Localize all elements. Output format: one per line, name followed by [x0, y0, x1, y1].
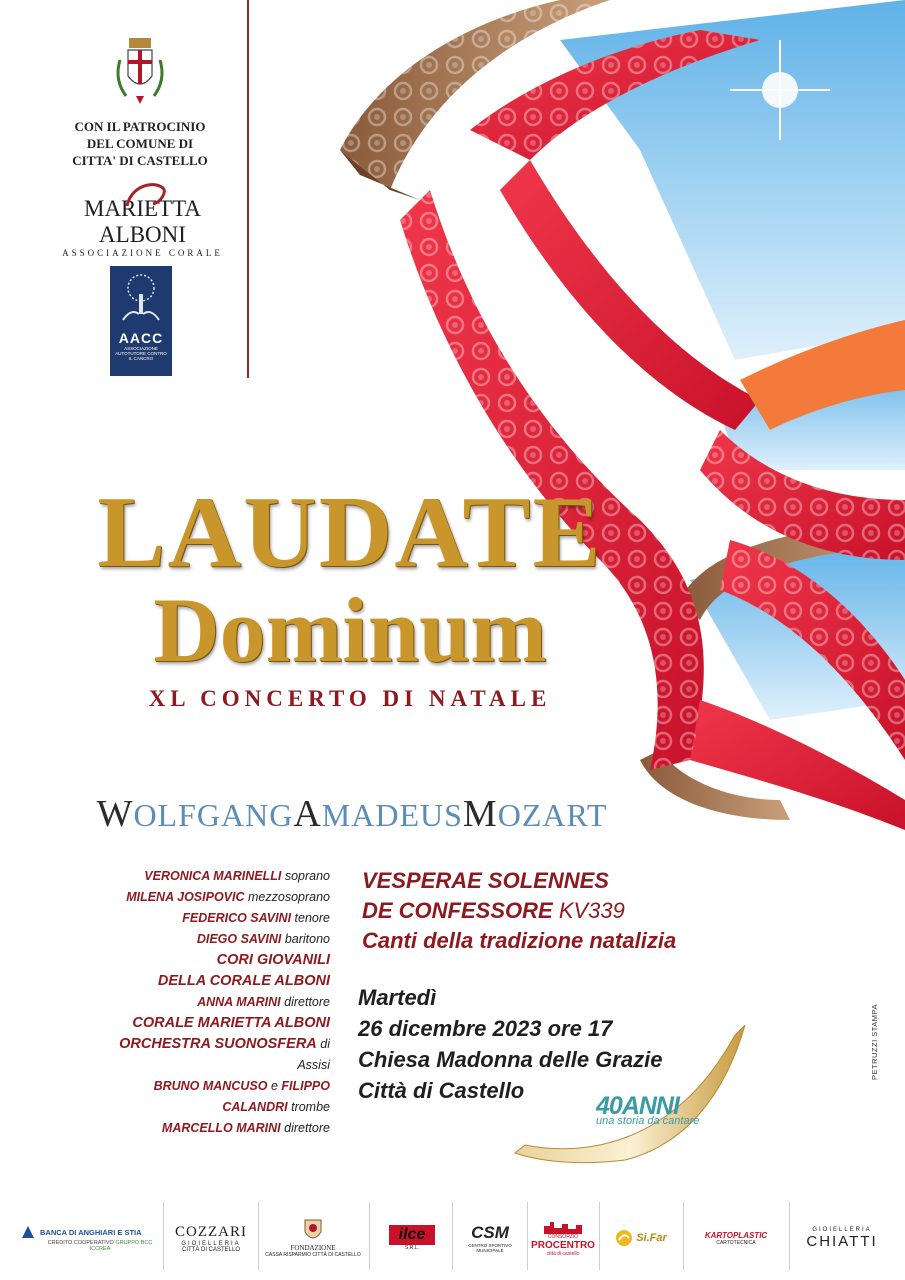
cozzari-name: COZZARI: [175, 1223, 247, 1240]
event-city: Città di Castello: [358, 1078, 525, 1103]
composer-part-4: MADEUS: [321, 797, 463, 833]
event-day: Martedì: [358, 985, 437, 1010]
performer-row: [100, 1076, 330, 1118]
sponsor-procentro: [530, 1208, 596, 1268]
composer-part-6: OZART: [497, 797, 608, 833]
bank-name: BANCA DI ANGHIARI E STIA: [40, 1227, 142, 1237]
ilce-name: ilce: [389, 1225, 436, 1245]
csm-subtitle: CENTRO SPORTIVO MUNICIPALE: [468, 1243, 512, 1253]
patronage-line-2: DEL COMUNE DI: [86, 136, 194, 151]
cozzari-city: CITTÀ DI CASTELLO: [181, 1246, 240, 1253]
fondazione-name: FONDAZIONE: [290, 1244, 336, 1252]
performer-row: [100, 950, 330, 971]
performer-row: [100, 887, 330, 908]
bank-group: GRUPPO BCC ICCREA: [89, 1240, 153, 1252]
procentro-skyline-icon: [542, 1220, 584, 1234]
performer-name: ORCHESTRA SUONOSFERA: [119, 1036, 317, 1052]
concert-subtitle: XL CONCERTO DI NATALE: [148, 686, 552, 711]
performer-role: direttore: [284, 1121, 330, 1135]
performer-name: DIEGO SAVINI: [196, 932, 282, 946]
performer-role: direttore: [284, 995, 330, 1009]
bank-logo-icon: [20, 1224, 36, 1240]
sponsor-divider: [599, 1202, 600, 1270]
sponsor-kartoplastic: [686, 1208, 786, 1268]
title-laudate: LAUDATE: [97, 476, 603, 589]
anniversary-word: ANNI: [621, 1092, 679, 1120]
performer-row: [100, 1118, 330, 1139]
performer-role: tenore: [294, 911, 330, 925]
sponsor-divider: [683, 1202, 684, 1270]
chiatti-name: CHIATTI: [806, 1232, 878, 1250]
composer-name: [72, 792, 632, 836]
patronage-line-3: CITTA' DI CASTELLO: [72, 153, 208, 168]
performer-role: soprano: [284, 869, 330, 883]
performer-name: BRUNO MANCUSO: [153, 1079, 268, 1093]
sponsor-divider: [527, 1202, 528, 1270]
performers-list: [100, 866, 330, 1139]
sponsor-divider: [163, 1202, 164, 1270]
alboni-subtitle: ASSOCIAZIONE CORALE: [62, 248, 223, 258]
performer-row: [100, 971, 330, 992]
performer-row: [100, 929, 330, 950]
procentro-subtitle: città di castello: [546, 1250, 580, 1257]
sponsor-divider: [258, 1202, 259, 1270]
work-catalog: KV339: [558, 898, 625, 923]
sifar-logo-icon: [615, 1229, 633, 1247]
work-line-2: [362, 896, 822, 926]
event-venue: Chiesa Madonna delle Grazie: [358, 1047, 663, 1072]
alboni-swash-icon: [123, 180, 169, 210]
cozzari-subtitle: GIOIELLERIA: [181, 1240, 241, 1247]
performer-row: [100, 1034, 330, 1076]
kartoplastic-subtitle: CARTOTECNICA: [716, 1239, 756, 1246]
sponsor-divider: [789, 1202, 790, 1270]
aacc-subtitle: ASSOCIAZIONE AUTOTUTORE CONTRO IL CANCRO: [115, 346, 167, 361]
sponsor-divider: [452, 1202, 453, 1270]
tree-hands-icon: [119, 272, 163, 328]
ilce-subtitle: S.R.L.: [405, 1245, 419, 1251]
program-works: [362, 866, 822, 956]
aacc-logo: [110, 266, 172, 376]
performer-name: FILIPPO CALANDRI: [222, 1079, 330, 1114]
sifar-name: Si.Far: [636, 1232, 667, 1244]
anniversary-tagline: una storia da cantare: [596, 1115, 700, 1127]
marietta-alboni-logo: [55, 180, 230, 258]
anniversary-number: 40: [596, 1092, 622, 1120]
work-line-3: Canti della tradizione natalizia: [362, 928, 677, 953]
performer-role: e: [270, 1079, 278, 1093]
title-dominum: Dominum: [153, 579, 547, 681]
fondazione-subtitle: CASSA RISPARMIO CITTÀ DI CASTELLO: [265, 1252, 361, 1258]
csm-name: CSM: [471, 1223, 509, 1242]
sponsor-cozzari: [168, 1208, 254, 1268]
composer-part-2: OLFGANG: [133, 797, 294, 833]
comune-crest-icon: [112, 36, 168, 106]
performer-name: DELLA CORALE ALBONI: [157, 973, 330, 989]
performer-role: di Assisi: [297, 1037, 330, 1072]
performer-name: ANNA MARINI: [197, 995, 281, 1009]
sponsor-csm: [456, 1208, 524, 1268]
kartoplastic-name: KARTOPLASTIC: [704, 1230, 768, 1240]
sponsor-ilce: [374, 1208, 450, 1268]
header-divider: [247, 0, 249, 378]
performer-role: mezzosoprano: [248, 890, 330, 904]
anniversary-badge: [596, 1092, 716, 1127]
work-line-1: VESPERAE SOLENNES: [362, 868, 609, 893]
printer-credit: PETRUZZI STAMPA: [870, 1004, 879, 1080]
event-date: 26 dicembre 2023 ore 17: [358, 1016, 613, 1041]
performer-name: MILENA JOSIPOVIC: [126, 890, 245, 904]
performer-row: [100, 1013, 330, 1034]
performer-row: [100, 866, 330, 887]
sponsor-chiatti: [792, 1208, 892, 1268]
performer-name: VERONICA MARINELLI: [144, 869, 282, 883]
work-title: DE CONFESSORE: [362, 898, 553, 923]
performer-name: MARCELLO MARINI: [161, 1121, 281, 1135]
sponsor-sifar: [603, 1208, 679, 1268]
composer-part-5: M: [462, 793, 498, 835]
performer-row: [100, 992, 330, 1013]
performer-row: [100, 908, 330, 929]
chiatti-top: GIOIELLERIA: [812, 1226, 872, 1233]
composer-part-1: W: [96, 793, 134, 835]
fondazione-crest-icon: [303, 1218, 323, 1244]
patronage-line-1: CON IL PATROCINIO: [74, 119, 206, 134]
performer-role: trombe: [291, 1100, 330, 1114]
alboni-name: MARIETTA ALBONI: [84, 196, 201, 247]
sponsor-divider: [369, 1202, 370, 1270]
bank-subtitle: CREDITO COOPERATIVO: [47, 1240, 114, 1246]
sponsor-fondazione: [260, 1208, 366, 1268]
procentro-name: PROCENTRO: [531, 1239, 595, 1251]
performer-name: CORI GIOVANILI: [216, 952, 330, 968]
performer-role: baritono: [284, 932, 330, 946]
composer-part-3: A: [293, 793, 322, 835]
aacc-title: AACC: [118, 330, 164, 346]
performer-name: CORALE MARIETTA ALBONI: [132, 1015, 330, 1031]
performer-name: FEDERICO SAVINI: [182, 911, 292, 925]
procentro-top: CONSORZIO: [547, 1233, 579, 1240]
sponsor-banca-anghiari: [20, 1208, 160, 1268]
patronage-text: [60, 118, 220, 169]
